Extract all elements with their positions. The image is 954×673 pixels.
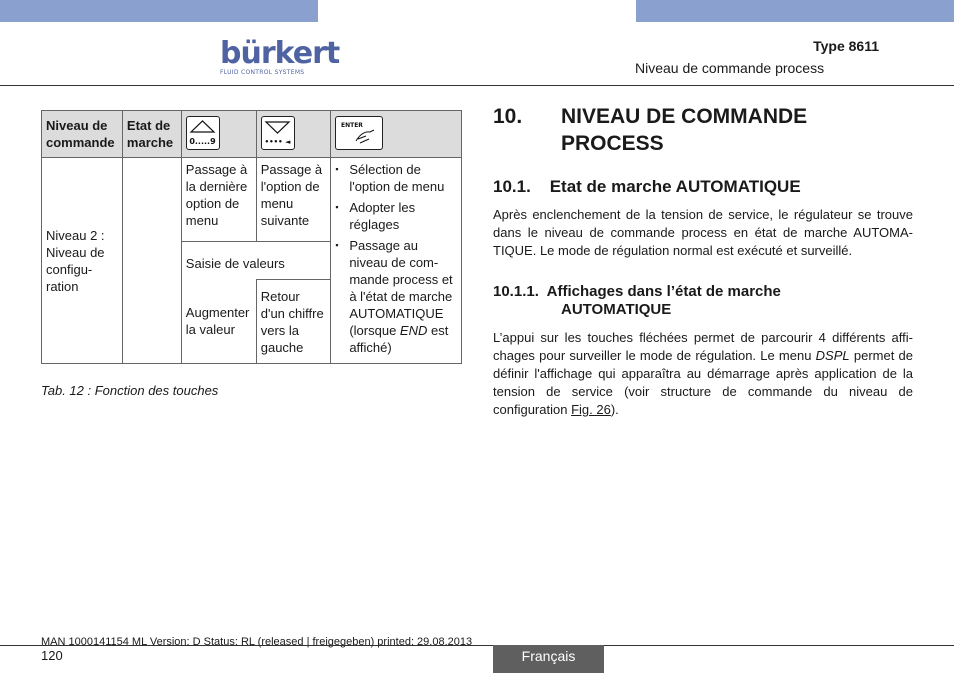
table-caption: Tab. 12 : Fonction des touches xyxy=(41,383,219,398)
header-divider xyxy=(0,85,954,86)
table-row xyxy=(42,158,462,242)
down-row2-cell: Retour d'un chiffre vers la gauche xyxy=(256,280,331,364)
footer-meta: MAN 1000141154 ML Version: D Status: RL (released | freigegeben) printed: 29.08.2013 xyxy=(41,636,473,648)
header-bar-left xyxy=(0,0,318,22)
enter-cell xyxy=(331,158,462,364)
state-cell xyxy=(122,158,181,364)
key-down-header xyxy=(256,111,331,158)
enter-item3-text: Passage au niveau de com-mande process et à l'état de marche AUTOMATIQUE (lorsque xyxy=(349,238,453,338)
heading-line-1: 10.1.1. Affichages dans l’état de marche xyxy=(493,283,781,300)
footer-divider xyxy=(0,645,954,646)
col-level-header: Niveau de commande xyxy=(42,111,123,158)
paragraph-automatic: Après enclenchement de la tension de service, le régulateur se trouve dans le niveau de commande process en état de marche AUTOMA-TIQUE. Le mode de régulation normal est exécuté et surveillé. xyxy=(493,207,913,258)
section-heading-10 xyxy=(493,103,851,157)
logo-tagline: FLUID CONTROL SYSTEMS xyxy=(220,69,305,76)
enter-item3-post: est affiché) xyxy=(349,323,449,355)
p2-text-mid: permet de définir l'affichage qui apparaîtra au démarrage après application de la tension de service (voir structure de commande du niveau de configuration xyxy=(493,348,913,417)
language-tab: Français xyxy=(493,645,604,673)
page-number: 120 xyxy=(41,648,63,663)
document-subtitle: Niveau de commande process xyxy=(635,60,825,76)
section-number: 10. xyxy=(493,105,523,128)
key-function-table xyxy=(41,110,462,364)
header-bar-right xyxy=(636,0,954,22)
heading-line-2: AUTOMATIQUE xyxy=(561,301,672,318)
saisie-cell: Saisie de valeurs xyxy=(181,241,331,279)
section-title: NIVEAU DE COMMANDE PROCESS xyxy=(561,105,808,155)
enter-item3-em: END xyxy=(399,323,428,338)
arrow-down-key-icon xyxy=(261,116,295,150)
document-type: Type 8611 xyxy=(813,38,879,54)
key-enter-header xyxy=(331,111,462,158)
paragraph-displays xyxy=(493,329,913,419)
arrow-up-key-icon xyxy=(186,116,220,150)
subsubsection-heading-10-1-1 xyxy=(493,283,781,319)
list-item: ▪ Sélection de l'option de menu xyxy=(335,161,457,195)
figure-link[interactable]: Fig. 26 xyxy=(571,402,611,417)
burkert-logo xyxy=(220,36,340,76)
level-cell: Niveau 2 : Niveau de configu-ration xyxy=(42,158,123,364)
table-header-row xyxy=(42,111,462,158)
up-row2-cell: Augmenter la valeur xyxy=(181,280,256,364)
col-state-header: Etat de marche xyxy=(122,111,181,158)
subsection-heading-10-1: 10.1. Etat de marche AUTOMATIQUE xyxy=(493,177,801,196)
down-row1-cell: Passage à l'option de menu suivante xyxy=(256,158,331,242)
list-item xyxy=(335,237,457,356)
enter-functions-list xyxy=(335,161,457,356)
key-up-sublabel: 0.....9 xyxy=(189,137,216,146)
p2-text-end: ). xyxy=(610,402,619,417)
enter-key-icon xyxy=(335,116,383,150)
up-row1-cell: Passage à la dernière option de menu xyxy=(181,158,256,242)
menu-name: DSPL xyxy=(815,348,850,363)
enter-key-label: ENTER xyxy=(341,122,364,129)
key-up-header xyxy=(181,111,256,158)
p2-text: L’appui sur les touches fléchées permet de parcourir 4 différents affi-chages pour surveiller le mode de régulation. Le menu xyxy=(493,330,913,363)
logo-wordmark: bürkert xyxy=(220,36,340,71)
list-item: ▪ Adopter les réglages xyxy=(335,199,457,233)
key-down-sublabel: •••• ◄ xyxy=(264,138,291,146)
